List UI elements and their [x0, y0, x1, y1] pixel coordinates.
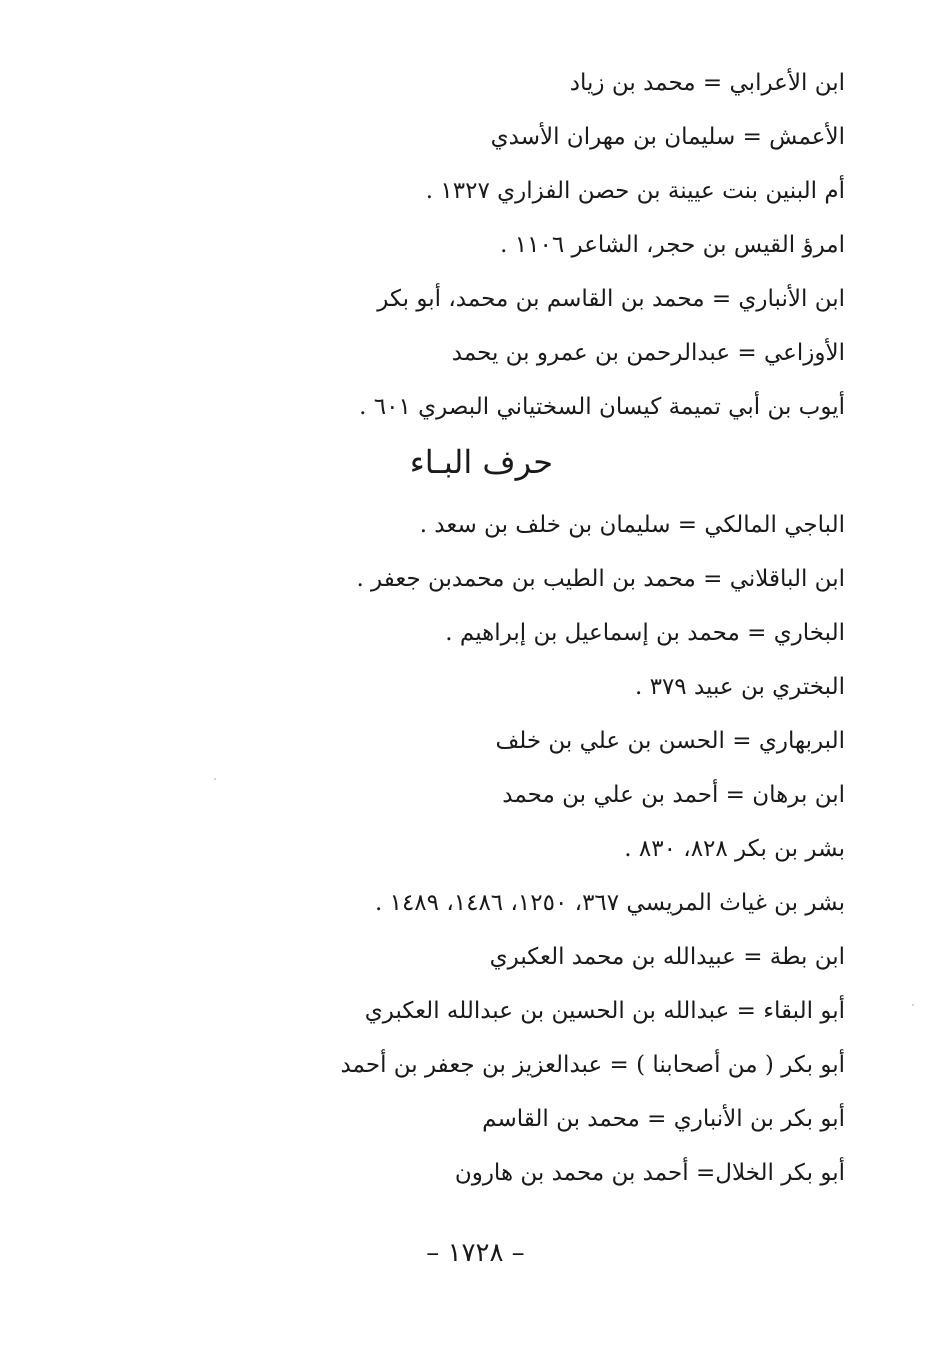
page-number: – ١٧٢٨ –	[426, 1238, 525, 1268]
index-entry: البخاري = محمد بن إسماعيل بن إبراهيم .	[445, 620, 845, 646]
index-entry: أيوب بن أبي تميمة كيسان السختياني البصري ٦٠١ .	[359, 394, 845, 420]
index-entry: ابن الباقلاني = محمد بن الطيب بن محمدبن جعفر .	[356, 566, 845, 592]
index-entry: أبو بكر بن الأنباري = محمد بن القاسم	[482, 1106, 845, 1132]
index-entries-ba-section	[325, 498, 845, 1200]
section-heading: حرف البـاء	[409, 443, 553, 481]
index-entries-alif-section	[325, 56, 845, 490]
scan-speck	[214, 778, 216, 780]
index-entry: بشر بن غياث المريسي ٣٦٧، ١٢٥٠، ١٤٨٦، ١٤٨٩ .	[374, 890, 845, 916]
index-entry: أبو بكر الخلال= أحمد بن محمد بن هارون	[454, 1160, 845, 1186]
index-entry: أبو بكر ( من أصحابنا ) = عبدالعزيز بن جعفر بن أحمد	[340, 1052, 845, 1078]
index-entry: البربهاري = الحسن بن علي بن خلف	[495, 728, 845, 754]
scan-speck	[912, 1004, 914, 1006]
index-entry: البختري بن عبيد ٣٧٩ .	[634, 674, 845, 700]
index-entry: ابن بطة = عبيدالله بن محمد العكبري	[489, 944, 845, 970]
index-entry: امرؤ القيس بن حجر، الشاعر ١١٠٦ .	[500, 232, 845, 258]
index-entry: الأعمش = سليمان بن مهران الأسدي	[490, 124, 845, 150]
index-entry: أبو البقاء = عبدالله بن الحسين بن عبدالله العكبري	[364, 998, 845, 1024]
index-entry: الأوزاعي = عبدالرحمن بن عمرو بن يحمد	[451, 340, 845, 366]
index-entry: بشر بن بكر ٨٢٨، ٨٣٠ .	[624, 836, 845, 862]
index-entry: ابن الأنباري = محمد بن القاسم بن محمد، أبو بكر	[377, 286, 845, 312]
index-entry: أم البنين بنت عيينة بن حصن الفزاري ١٣٢٧ .	[425, 178, 845, 204]
index-entry: ابن الأعرابي = محمد بن زياد	[569, 70, 845, 96]
index-entry: ابن برهان = أحمد بن علي بن محمد	[502, 782, 845, 808]
index-entry: الباجي المالكي = سليمان بن خلف بن سعد .	[419, 512, 845, 538]
